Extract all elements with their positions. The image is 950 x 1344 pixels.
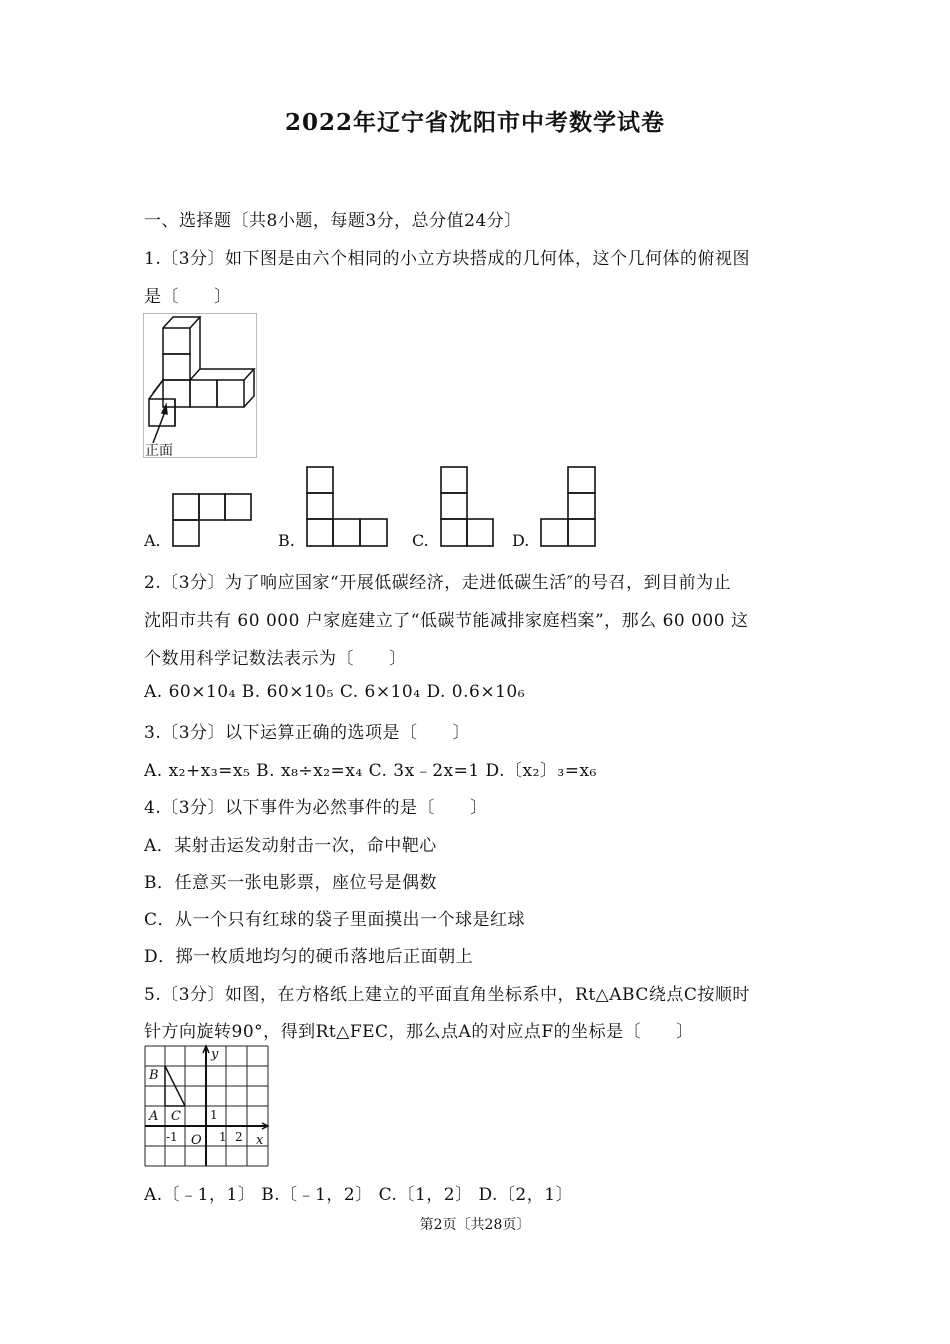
q4-option-c: C．从一个只有红球的袋子里面摸出一个球是红球 [144, 910, 526, 930]
q1-option-a-figure [172, 493, 254, 548]
q1-option-a-label: A. [144, 531, 161, 550]
q3-options: A. x₂+x₃=x₅ B. x₈÷x₂=x₄ C. 3x﹣2x=1 D.〔x₂〕₃=x₆ [144, 761, 597, 781]
q1-solid-figure [143, 313, 257, 458]
q5-y-axis-label: y [211, 1047, 219, 1062]
q1-option-c-figure [440, 466, 496, 548]
q4-option-a: A．某射击运发动射击一次，命中靶心 [144, 836, 437, 856]
q1-option-b-figure [306, 466, 390, 548]
q1-option-d-label: D. [512, 531, 530, 550]
q2-stem-line2: 沈阳市共有 60 000 户家庭建立了“低碳节能减排家庭档案”，那么 60 000 这 [144, 611, 749, 631]
q5-coordinate-grid [144, 1045, 270, 1169]
q5-x-tick-1: 1 [219, 1130, 227, 1144]
q5-y-tick-1: 1 [210, 1108, 218, 1122]
q4-stem: 4.〔3分〕以下事件为必然事件的是〔 〕 [144, 798, 488, 818]
q5-x-tick-neg1: -1 [166, 1130, 178, 1144]
q5-stem-line1: 5.〔3分〕如图，在方格纸上建立的平面直角坐标系中，Rt△ABC绕点C按顺时 [144, 985, 750, 1005]
q1-option-b-label: B. [278, 531, 295, 550]
q1-front-label: 正面 [145, 443, 173, 459]
page-footer: 第2页〔共28页〕 [419, 1217, 531, 1233]
q5-x-tick-2: 2 [235, 1130, 243, 1144]
q2-options: A. 60×10₄ B. 60×10₅ C. 6×10₄ D. 0.6×10₆ [144, 682, 526, 702]
q1-option-d-figure [540, 466, 598, 548]
q1-stem-line1: 1.〔3分〕如下图是由六个相同的小立方块搭成的几何体，这个几何体的俯视图 [144, 249, 751, 269]
q5-stem-line2: 针方向旋转90°，得到Rt△FEC，那么点A的对应点F的坐标是〔 〕 [144, 1022, 694, 1042]
q5-options: A.〔﹣1，1〕 B.〔﹣1，2〕 C.〔1，2〕 D.〔2，1〕 [144, 1185, 574, 1205]
q4-option-b: B．任意买一张电影票，座位号是偶数 [144, 873, 437, 893]
q5-origin-label: O [191, 1133, 202, 1148]
section-heading: 一、选择题〔共8小题，每题3分，总分值24分〕 [144, 211, 522, 231]
q2-stem-line3: 个数用科学记数法表示为〔 〕 [144, 649, 407, 669]
q4-option-d: D．掷一枚质地均匀的硬币落地后正面朝上 [144, 947, 474, 967]
q5-point-c-label: C [171, 1109, 181, 1124]
paper-title: 2022年辽宁省沈阳市中考数学试卷 [284, 109, 665, 136]
q1-stem-line2: 是〔 〕 [144, 287, 232, 307]
q1-option-c-label: C. [412, 531, 429, 550]
q5-point-b-label: B [149, 1068, 159, 1083]
q5-point-a-label: A [149, 1109, 159, 1124]
q5-x-axis-label: x [256, 1133, 264, 1148]
q2-stem-line1: 2.〔3分〕为了响应国家“开展低碳经济，走进低碳生活″的号召，到目前为止 [144, 573, 732, 593]
q3-stem: 3.〔3分〕以下运算正确的选项是〔 〕 [144, 723, 471, 743]
